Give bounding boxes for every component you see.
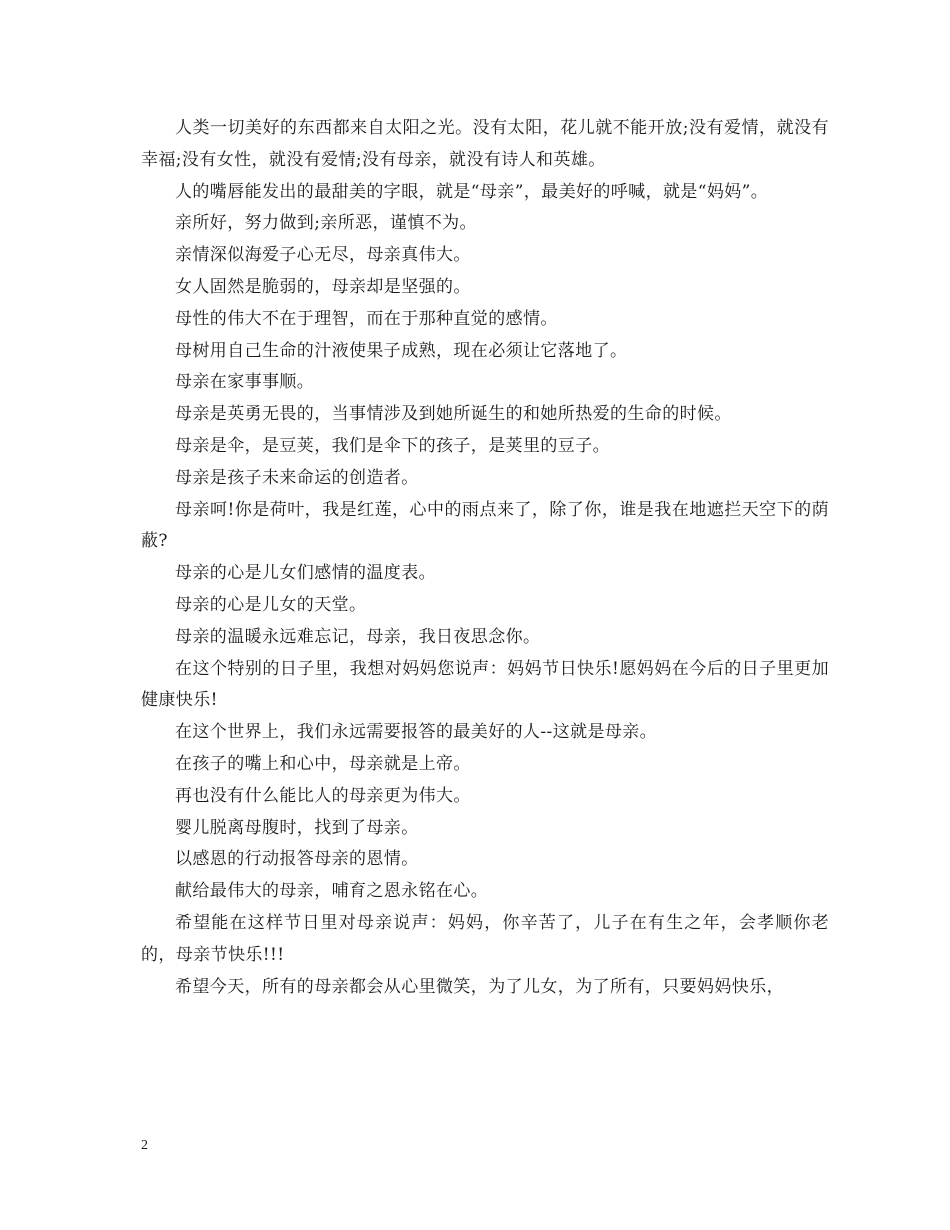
paragraph: 母亲是孩子未来命运的创造者。 (175, 467, 419, 488)
paragraph: 亲情深似海爱子心无尽，母亲真伟大。 (175, 245, 471, 266)
paragraph: 女人固然是脆弱的，母亲却是坚强的。 (175, 276, 471, 297)
paragraph: 母亲是伞，是豆荚，我们是伞下的孩子，是荚里的豆子。 (175, 435, 610, 456)
paragraph: 再也没有什么能比人的母亲更为伟大。 (175, 785, 471, 806)
paragraph: 以感恩的行动报答母亲的恩情。 (175, 849, 419, 870)
paragraph: 母亲的心是儿女的天堂。 (175, 594, 367, 615)
paragraph: 在这个特别的日子里，我想对妈妈您说声：妈妈节日快乐!愿妈妈在今后的日子里更加健康快乐! (141, 658, 829, 711)
paragraph: 希望今天，所有的母亲都会从心里微笑，为了儿女，为了所有，只要妈妈快乐， (175, 976, 784, 997)
paragraph: 母亲的温暖永远难忘记，母亲，我日夜思念你。 (175, 626, 541, 647)
paragraph: 母树用自己生命的汁液使果子成熟，现在必须让它落地了。 (175, 340, 628, 361)
paragraph: 母性的伟大不在于理智，而在于那种直觉的感情。 (175, 308, 558, 329)
paragraph: 人的嘴唇能发出的最甜美的字眼，就是“母亲”，最美好的呼喊，就是“妈妈”。 (175, 181, 769, 202)
paragraph: 亲所好，努力做到;亲所恶，谨慎不为。 (175, 213, 477, 234)
paragraph: 母亲呵!你是荷叶，我是红莲，心中的雨点来了，除了你，谁是我在地遮拦天空下的荫蔽? (141, 499, 829, 552)
paragraph: 在这个世界上，我们永远需要报答的最美好的人--这就是母亲。 (175, 722, 658, 743)
paragraph: 母亲是英勇无畏的，当事情涉及到她所诞生的和她所热爱的生命的时候。 (175, 404, 732, 425)
paragraph: 在孩子的嘴上和心中，母亲就是上帝。 (175, 753, 471, 774)
paragraph: 人类一切美好的东西都来自太阳之光。没有太阳，花儿就不能开放;没有爱情，就没有幸福;没有女性，就没有爱情;没有母亲，就没有诗人和英雄。 (141, 118, 829, 170)
paragraph: 母亲在家事事顺。 (175, 372, 315, 393)
document-body (141, 113, 829, 1003)
page-number: 2 (141, 1138, 148, 1153)
paragraph: 母亲的心是儿女们感情的温度表。 (175, 563, 436, 584)
paragraph: 婴儿脱离母腹时，找到了母亲。 (175, 817, 419, 838)
paragraph: 献给最伟大的母亲，哺育之恩永铭在心。 (175, 881, 489, 902)
paragraph: 希望能在这样节日里对母亲说声：妈妈，你辛苦了，儿子在有生之年，会孝顺你老的，母亲节快乐!!! (141, 912, 829, 965)
